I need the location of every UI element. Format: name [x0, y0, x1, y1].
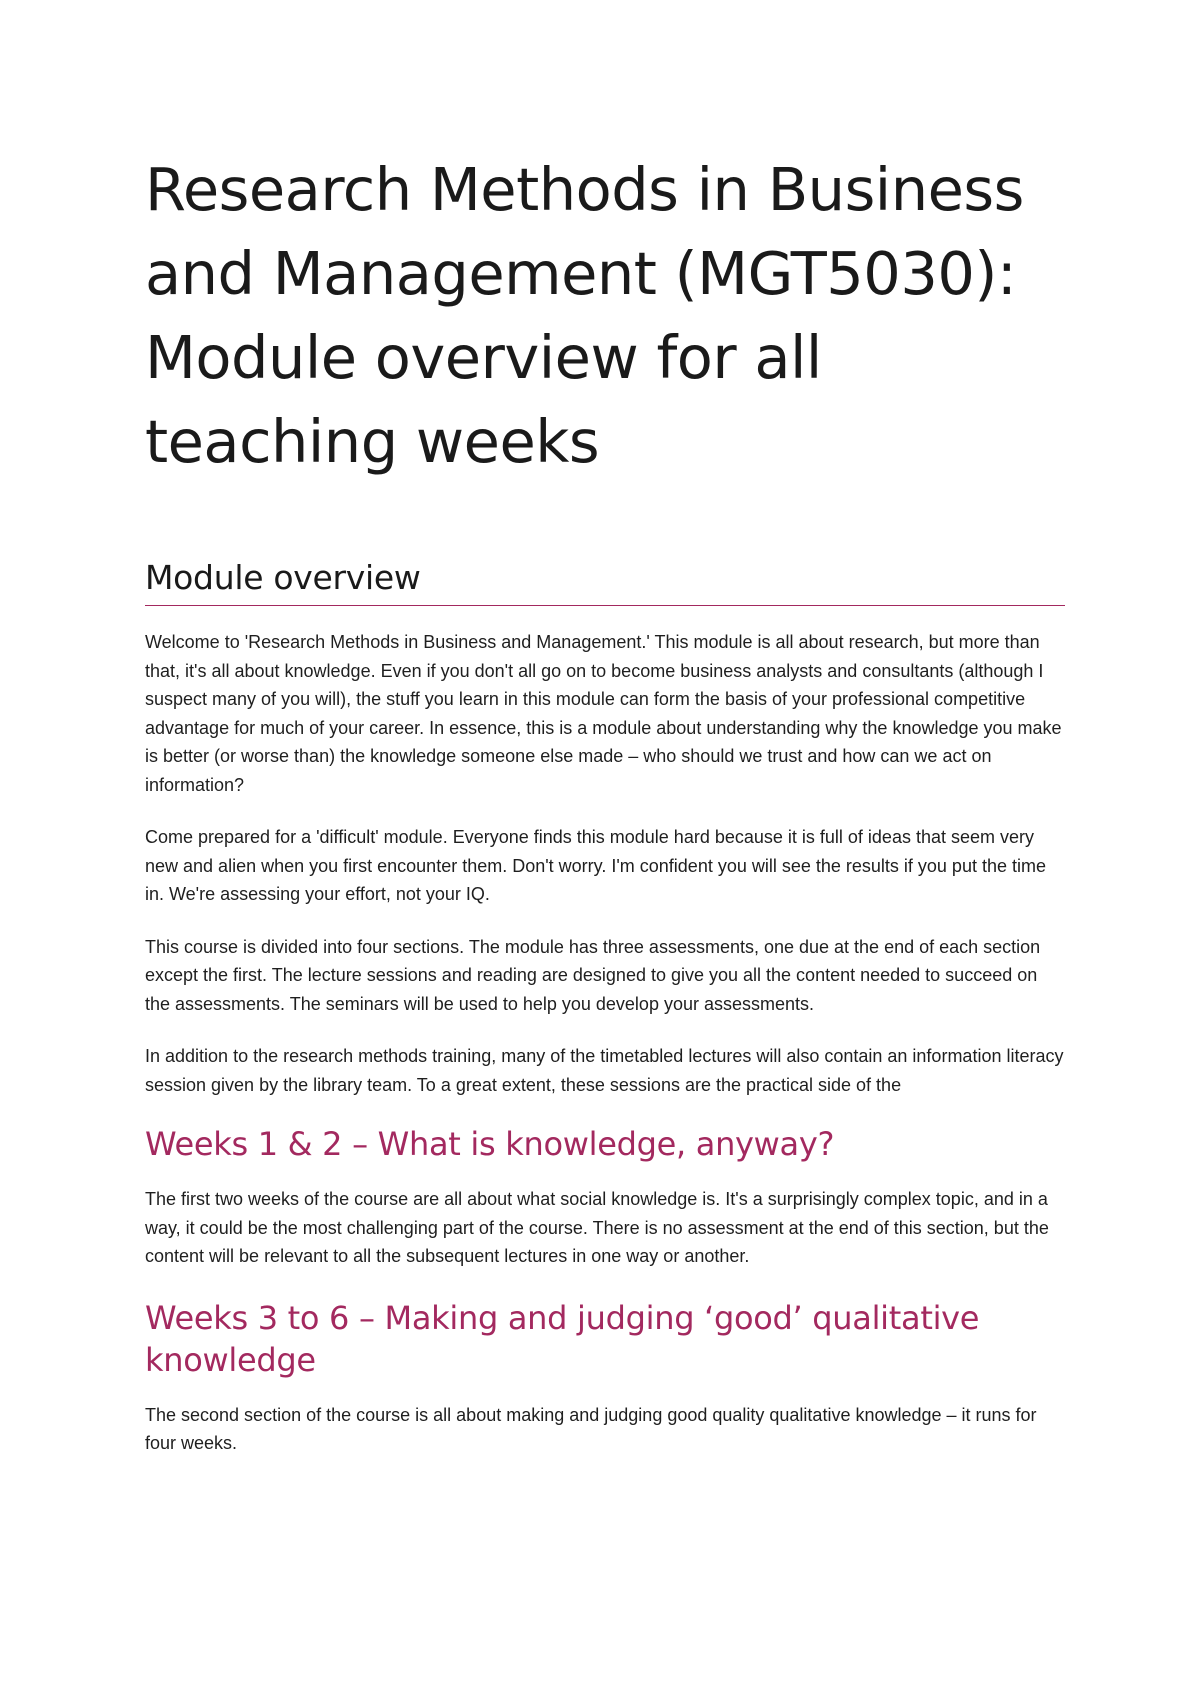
- module-overview-heading: Module overview: [145, 558, 1065, 606]
- weeks-1-2-heading: Weeks 1 & 2 – What is knowledge, anyway?: [145, 1125, 835, 1163]
- document-page: [145, 148, 1065, 1482]
- document-title: Research Methods in Business and Management (MGT5030): Module overview for all teaching weeks: [145, 155, 1024, 476]
- weeks-1-2-paragraph: The first two weeks of the course are all about what social knowledge is. It's a surprisingly complex topic, and in a way, it could be the most challenging part of the course. There is no assessment at the end of this section, but the content will be relevant to all the subsequent lectures in one way or another.: [145, 1189, 1049, 1266]
- overview-paragraph-sections: This course is divided into four sections. The module has three assessments, one due at the end of each section except the first. The lecture sessions and reading are designed to give you all the content needed to succeed on the assessments. The seminars will be used to help you develop your assessments.: [145, 936, 1041, 1014]
- module-overview-body: [145, 628, 1065, 1099]
- overview-paragraph-difficult: Come prepared for a 'difficult' module. Everyone finds this module hard because it is full of ideas that seem very new and alien when you first encounter them. Don't worry. I'm confident you will see the results if you put the time in. We're assessing your effort, not your IQ.: [145, 827, 1046, 904]
- weeks-3-6-heading: Weeks 3 to 6 – Making and judging ‘good’ qualitative knowledge: [145, 1298, 980, 1379]
- weeks-3-6-paragraph: The second section of the course is all about making and judging good quality qualitative knowledge – it runs for four weeks.: [145, 1404, 1037, 1453]
- overview-paragraph-welcome: Welcome to 'Research Methods in Business and Management.' This module is all about research, but more than that, it's all about knowledge. Even if you don't all go on to become business analysts and consultants (although I suspect many of you will), the stuff you learn in this module can form the basis of your professional competitive advantage for much of your career. In essence, this is a module about understanding why the knowledge you make is better (or worse than) the knowledge someone else made – who should we trust and how can we act on information?: [145, 632, 1062, 795]
- overview-paragraph-library: In addition to the research methods training, many of the timetabled lectures will also contain an information literacy session given by the library team. To a great extent, these sessions are the practical side of the: [145, 1046, 1064, 1095]
